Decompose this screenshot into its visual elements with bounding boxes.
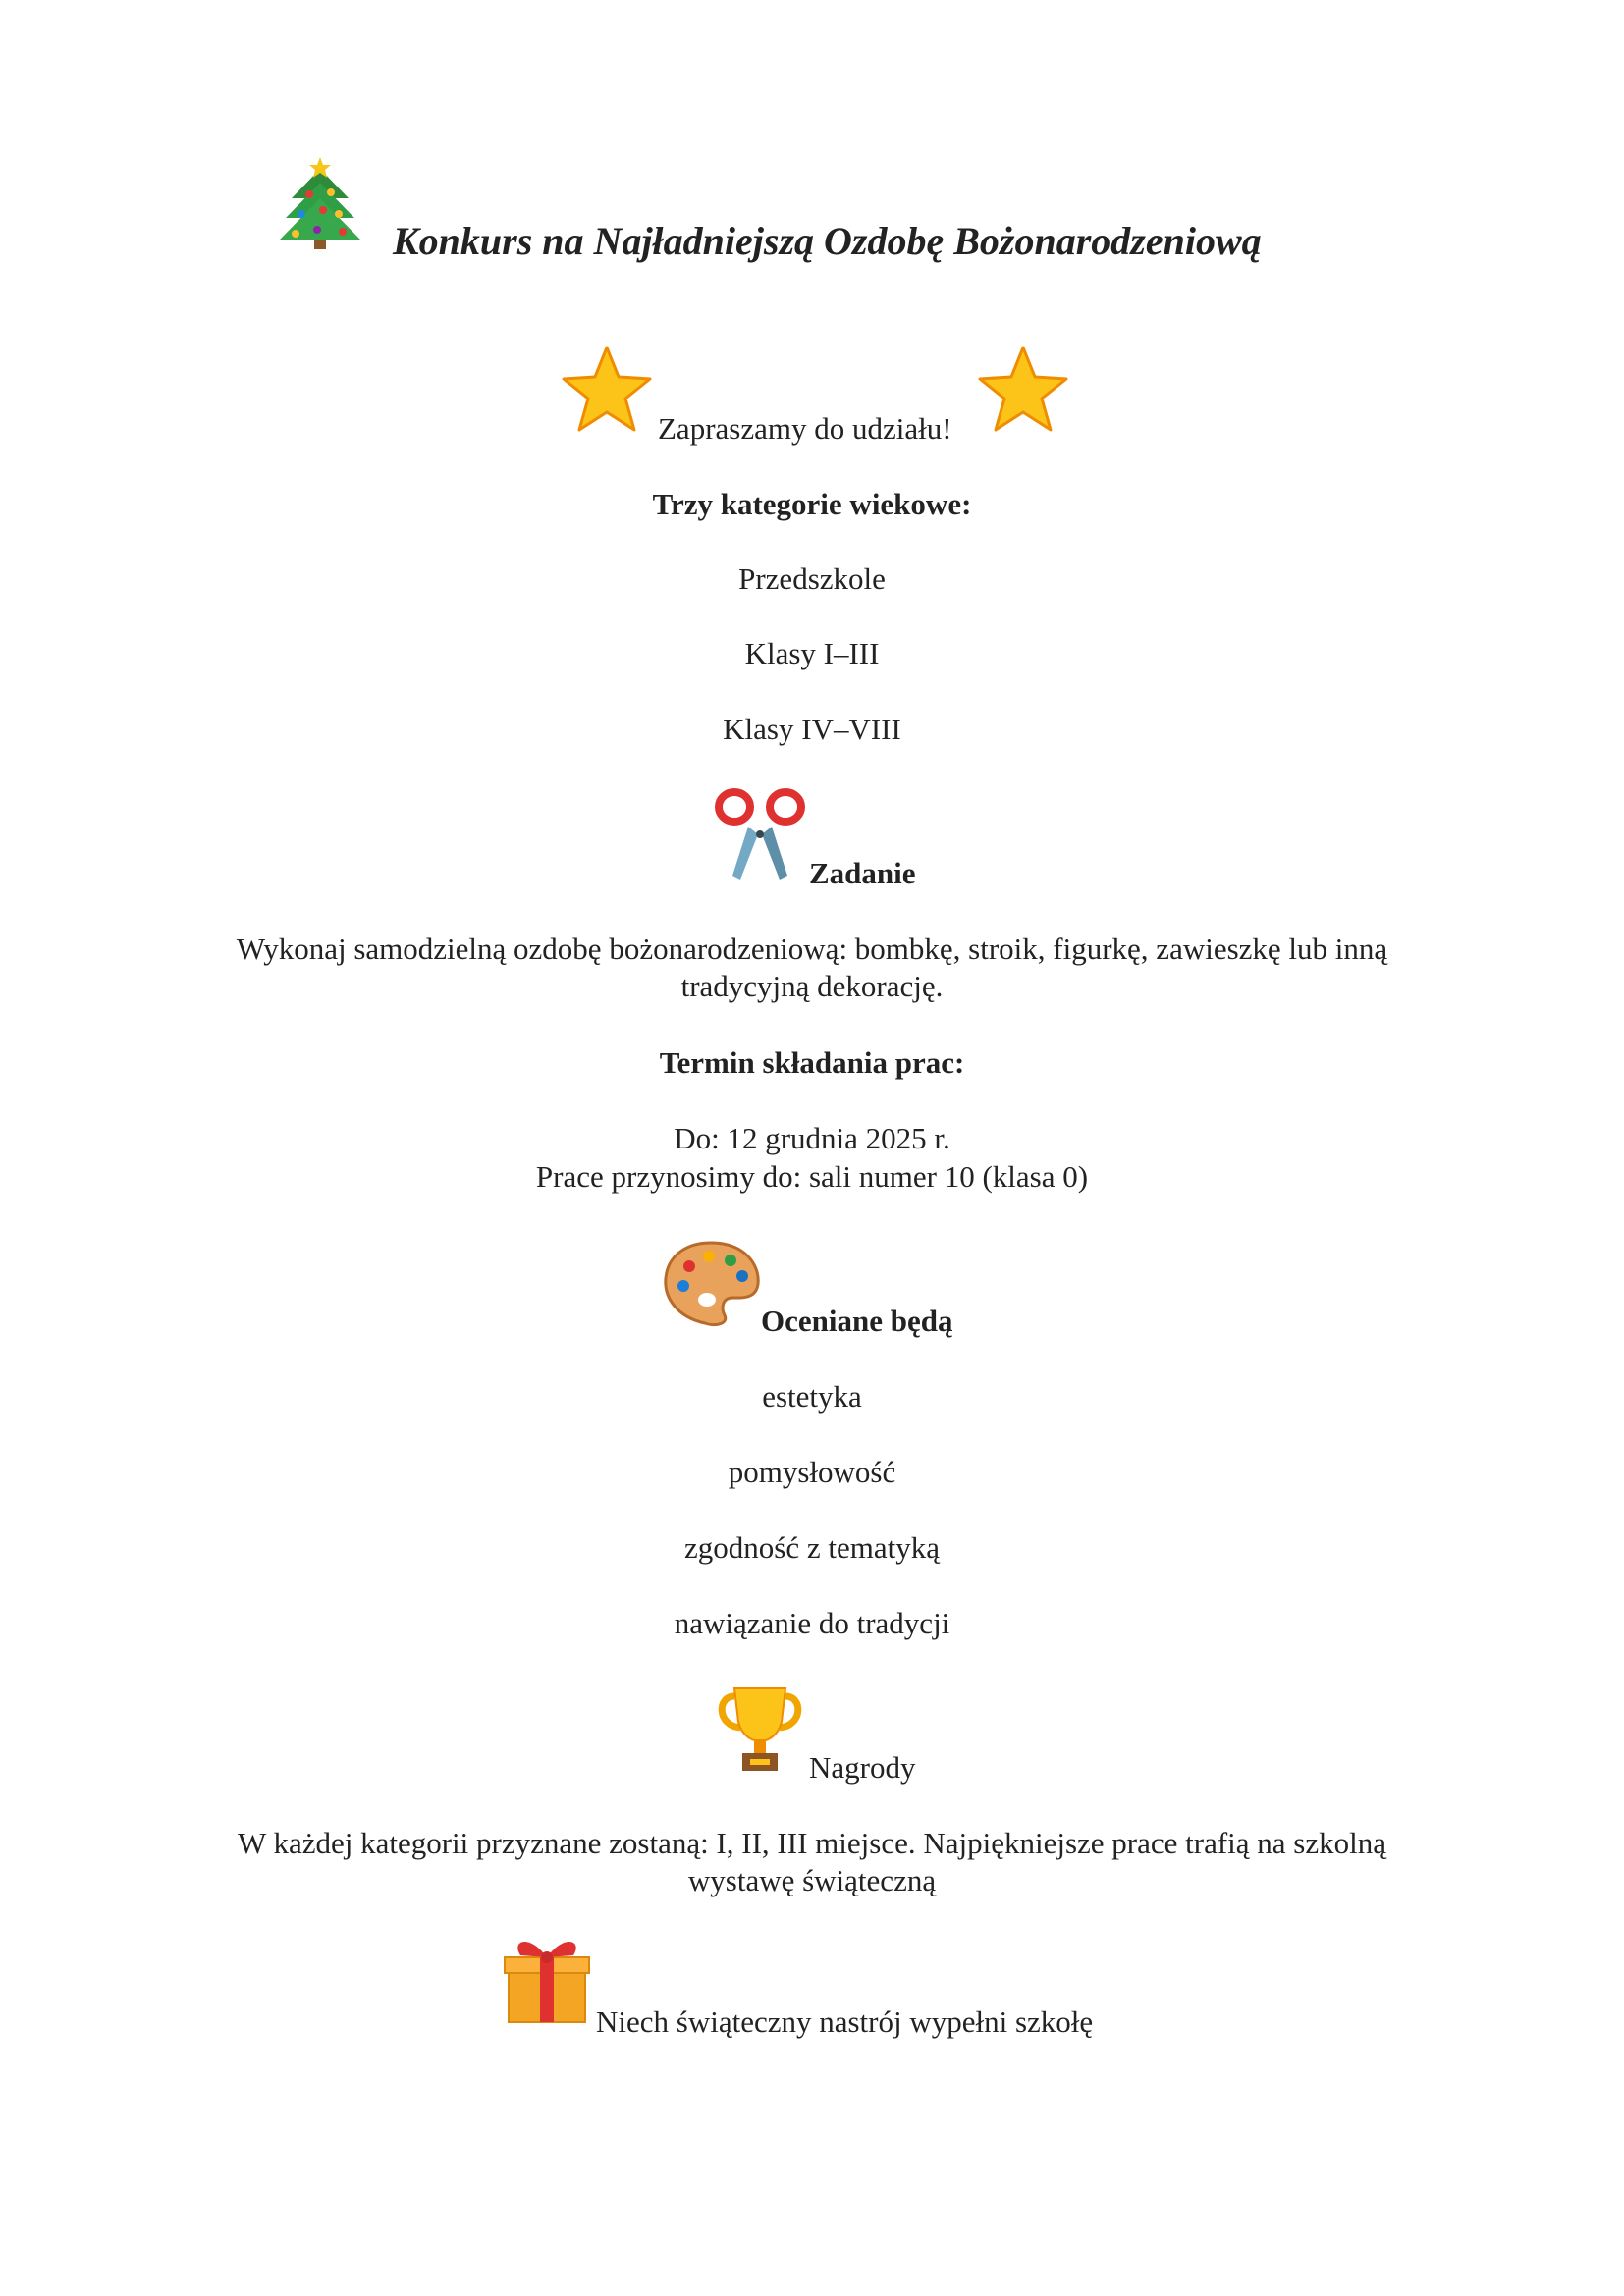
intro-text: Zapraszamy do udziału! [658,411,952,446]
deadline-date: Do: 12 grudnia 2025 r. [674,1121,950,1155]
criteria-heading: Oceniane będą [761,1304,953,1338]
categories-heading: Trzy kategorie wiekowe: [652,487,972,521]
palette-icon [662,1239,762,1327]
page-title: Konkurs na Najładniejszą Ozdobę Bożonarodzeniową [393,219,1262,263]
criteria-item: estetyka [762,1379,862,1414]
trophy-icon [711,1682,809,1777]
prizes-heading: Nagrody [809,1750,916,1785]
prizes-text: W każdej kategorii przyznane zostaną: I, II, III miejsce. Najpiękniejsze prace trafią na szkolną wystawę świąteczną [238,1826,1386,1897]
star-icon [560,344,654,434]
gift-icon [501,1930,593,2026]
star-icon [976,344,1070,434]
scissors-icon [711,785,809,885]
category-item: Klasy I–III [744,636,880,670]
criteria-item: zgodność z tematyką [684,1530,940,1565]
deadline-place: Prace przynosimy do: sali numer 10 (klasa 0) [535,1159,1089,1194]
category-item: Przedszkole [738,561,886,596]
deadline-heading: Termin składania prac: [659,1045,965,1080]
task-heading: Zadanie [809,856,916,890]
criteria-item: nawiązanie do tradycji [674,1606,950,1640]
criteria-item: pomysłowość [728,1455,896,1489]
category-item: Klasy IV–VIII [723,712,901,746]
task-text: Wykonaj samodzielną ozdobę bożonarodzeniową: bombkę, stroik, figurkę, zawieszkę lub inną tradycyjną dekorację. [236,932,1388,1003]
christmas-tree-icon [278,155,362,253]
closing-text: Niech świąteczny nastrój wypełni szkołę [596,2004,1094,2039]
